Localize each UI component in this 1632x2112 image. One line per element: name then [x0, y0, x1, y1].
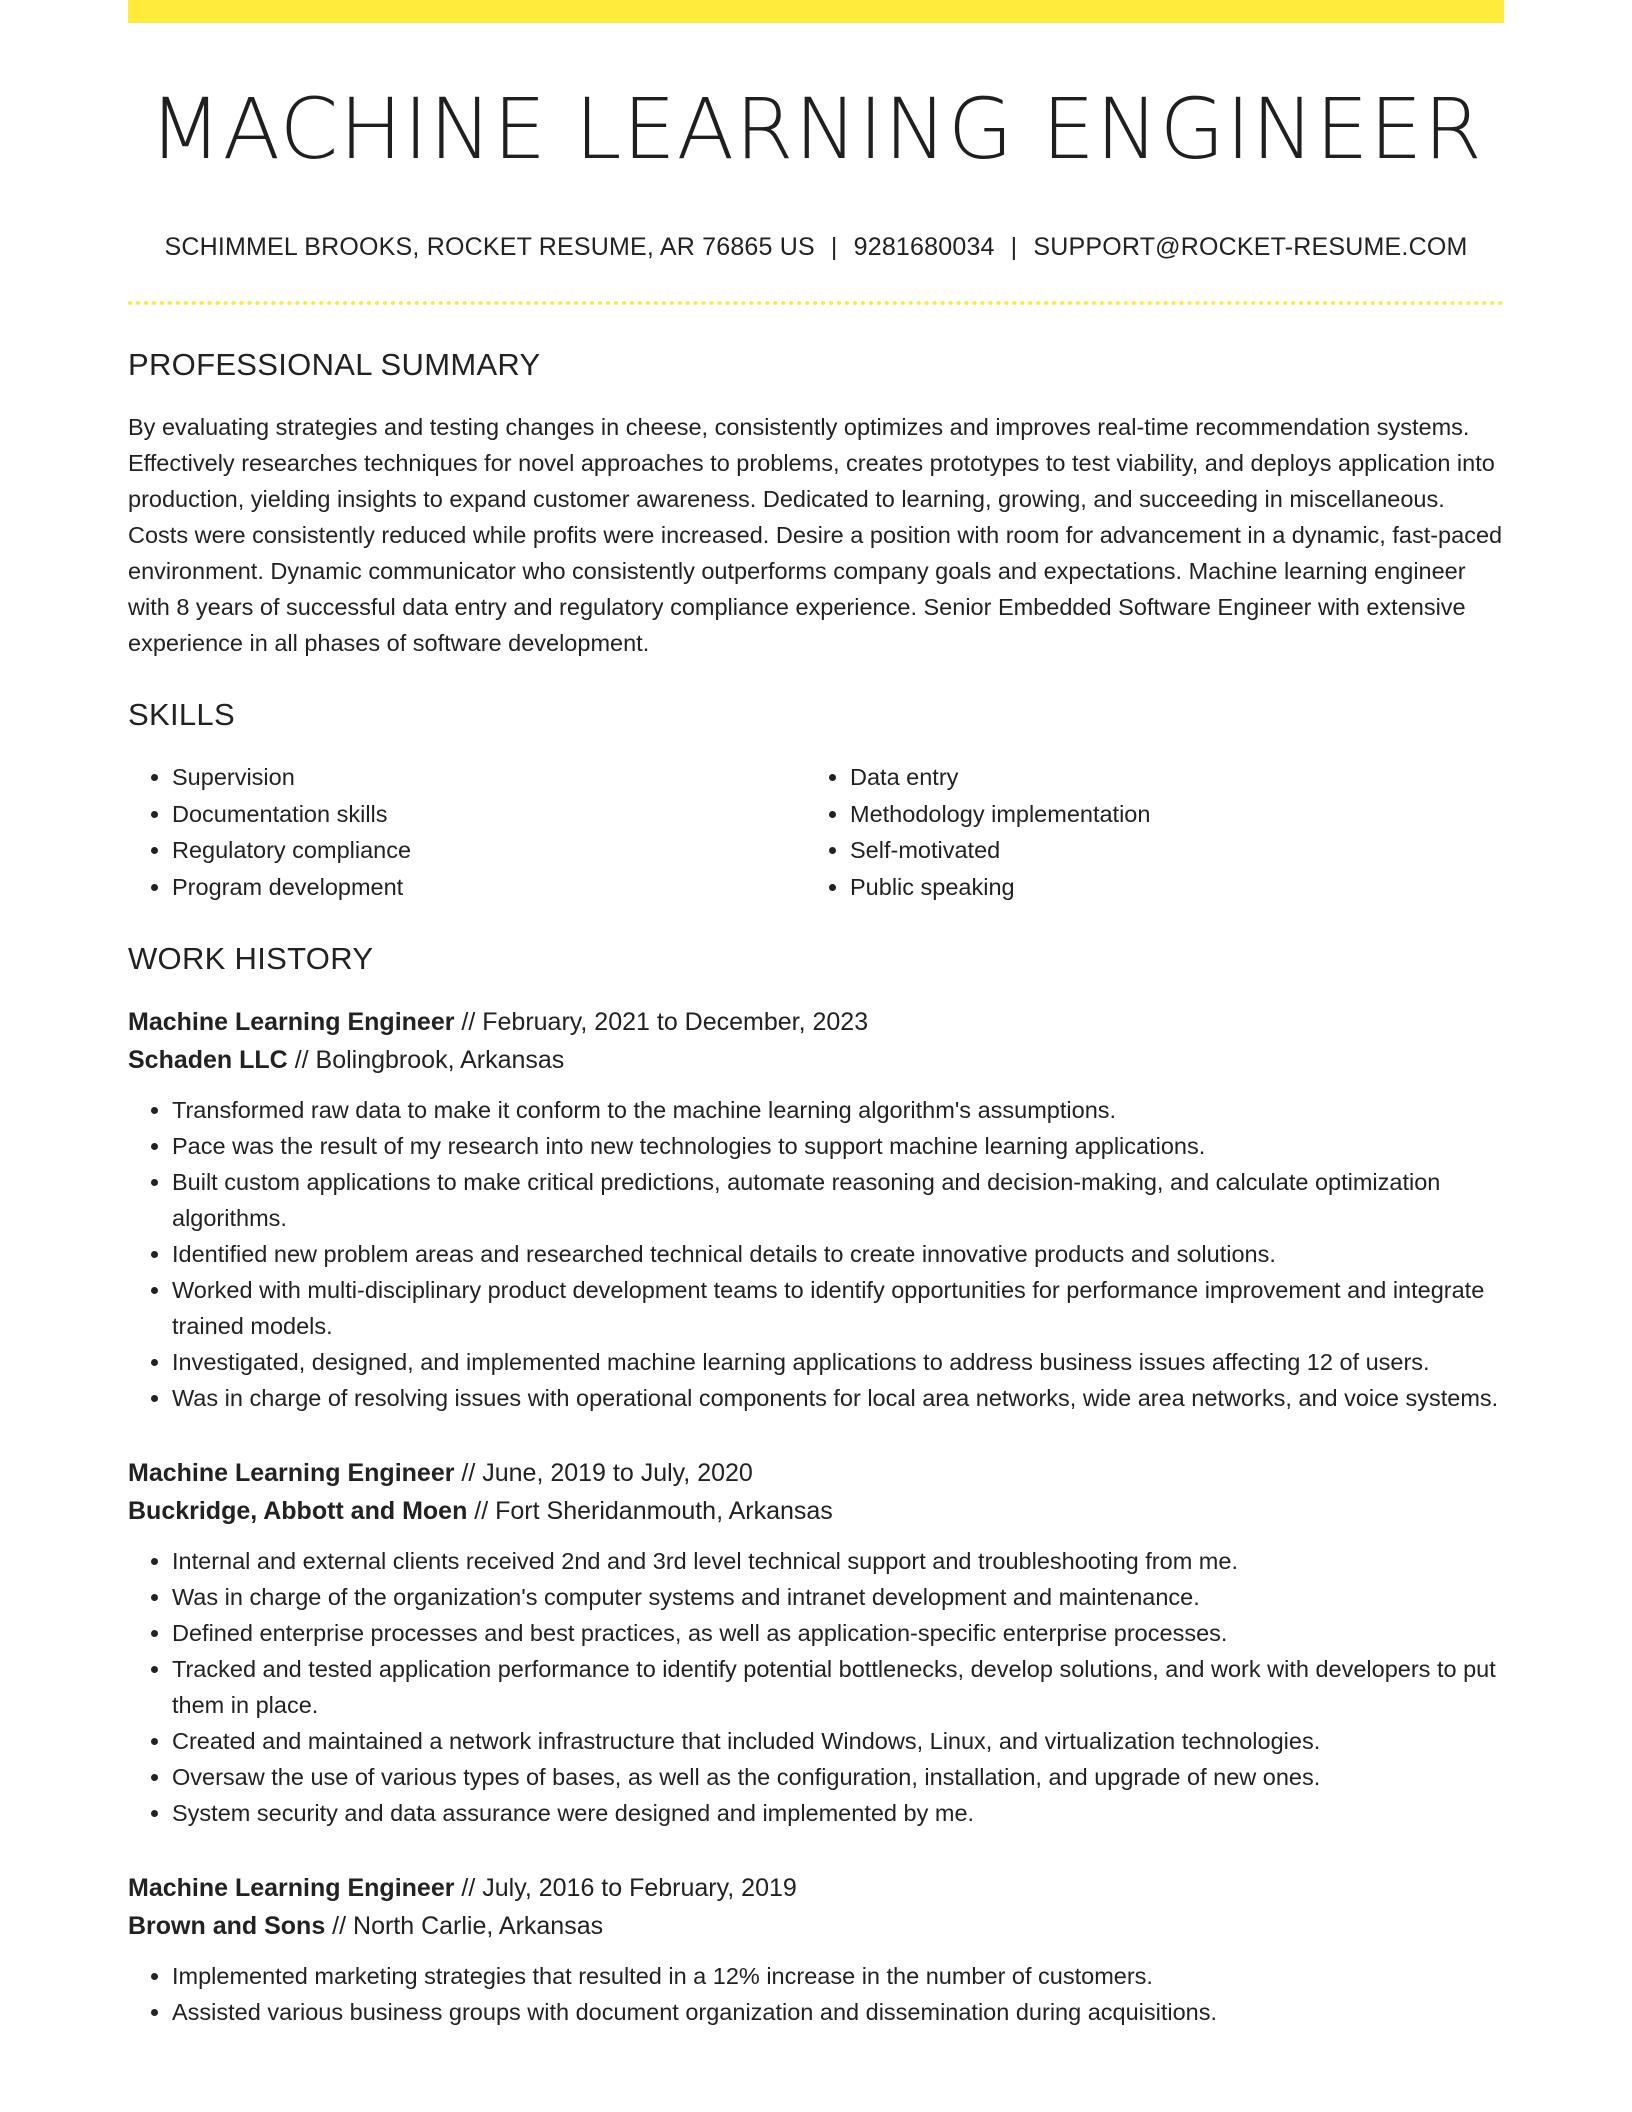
job-company: Brown and Sons: [128, 1912, 326, 1941]
job-title-line: [128, 1454, 1504, 1492]
skill-item: • Supervision: [172, 759, 806, 796]
summary-text: By evaluating strategies and testing changes in cheese, consistently optimizes and improves real-time recommendation systems. Effectively researches techniques for novel approaches to problems, creates prototypes to test viability, and deploys application into production, yielding insights to expand customer awareness. Dedicated to learning, growing, and succeeding in miscellaneous. Costs were consistently reduced while profits were increased. Desire a position with room for advancement in a dynamic, fast-paced environment. Dynamic communicator who consistently outperforms company goals and expectations. Machine learning engineer with 8 years of successful data entry and regulatory compliance experience. Senior Embedded Software Engineer with extensive experience in all phases of software development.: [128, 414, 1503, 657]
job-title: Machine Learning Engineer: [128, 1459, 455, 1488]
contact-address: SCHIMMEL BROOKS, ROCKET RESUME, AR 76865 US: [164, 233, 815, 262]
contact-separator: |: [1010, 233, 1018, 262]
job-company-line: [128, 1907, 1504, 1945]
job-bullet: • Was in charge of the organization's computer systems and intranet development and maintenance.: [172, 1579, 1504, 1615]
skills-columns: [128, 759, 1504, 905]
contact-email: SUPPORT@ROCKET-RESUME.COM: [1033, 233, 1468, 262]
job-entry: [128, 1454, 1504, 1831]
job-dates: // February, 2021 to December, 2023: [454, 1008, 869, 1037]
job-entry: [128, 1003, 1504, 1416]
job-bullet: • System security and data assurance were designed and implemented by me.: [172, 1795, 1504, 1831]
skill-item: • Documentation skills: [172, 796, 806, 833]
job-bullet: • Investigated, designed, and implemented machine learning applications to address business issues affecting 12 of users.: [172, 1344, 1504, 1380]
job-entry: [128, 1869, 1504, 2030]
job-bullet: • Assisted various business groups with document organization and dissemination during acquisitions.: [172, 1994, 1504, 2030]
summary-heading: PROFESSIONAL SUMMARY: [128, 347, 541, 383]
job-location: // North Carlie, Arkansas: [325, 1912, 604, 1941]
skills-list-right: [806, 759, 1484, 905]
work-history-heading: WORK HISTORY: [128, 941, 374, 977]
job-title-line: [128, 1869, 1504, 1907]
job-bullet: • Oversaw the use of various types of bases, as well as the configuration, installation, and upgrade of new ones.: [172, 1759, 1504, 1795]
job-bullets: [128, 1958, 1504, 2030]
resume-title: MACHINE LEARNING ENGINEER: [149, 80, 1483, 178]
skills-heading: SKILLS: [128, 697, 235, 733]
job-company-line: [128, 1492, 1504, 1530]
job-bullet: • Built custom applications to make critical predictions, automate reasoning and decision-making, and calculate optimization algorithms.: [172, 1164, 1504, 1236]
resume-page: [128, 0, 1504, 2030]
accent-top-bar: [128, 0, 1504, 23]
job-bullet: • Defined enterprise processes and best practices, as well as application-specific enterprise processes.: [172, 1615, 1504, 1651]
skill-item: • Methodology implementation: [850, 796, 1484, 833]
skill-item: • Self-motivated: [850, 832, 1484, 869]
job-location: // Fort Sheridanmouth, Arkansas: [467, 1497, 833, 1526]
skills-list-left: [128, 759, 806, 905]
job-company: Buckridge, Abbott and Moen: [128, 1497, 468, 1526]
skill-item: • Public speaking: [850, 869, 1484, 906]
job-bullet: • Tracked and tested application performance to identify potential bottlenecks, develop solutions, and work with developers to put them in place.: [172, 1651, 1504, 1723]
job-bullets: [128, 1092, 1504, 1416]
job-location: // Bolingbrook, Arkansas: [287, 1046, 565, 1075]
skill-item: • Program development: [172, 869, 806, 906]
skill-item: • Regulatory compliance: [172, 832, 806, 869]
skill-item: • Data entry: [850, 759, 1484, 796]
contact-line: [128, 233, 1504, 262]
job-bullet: • Was in charge of resolving issues with operational components for local area networks, wide area networks, and voice systems.: [172, 1380, 1504, 1416]
job-bullets: [128, 1543, 1504, 1831]
job-bullet: • Identified new problem areas and researched technical details to create innovative products and solutions.: [172, 1236, 1504, 1272]
job-company: Schaden LLC: [128, 1046, 288, 1075]
dotted-divider: [128, 301, 1504, 305]
job-title-line: [128, 1003, 1504, 1041]
contact-separator: |: [830, 233, 838, 262]
job-bullet: • Implemented marketing strategies that resulted in a 12% increase in the number of customers.: [172, 1958, 1504, 1994]
job-company-line: [128, 1041, 1504, 1079]
job-dates: // June, 2019 to July, 2020: [454, 1459, 753, 1488]
job-bullet: • Worked with multi-disciplinary product development teams to identify opportunities for performance improvement and integrate trained models.: [172, 1272, 1504, 1344]
job-bullet: • Pace was the result of my research into new technologies to support machine learning applications.: [172, 1128, 1504, 1164]
job-title: Machine Learning Engineer: [128, 1874, 455, 1903]
contact-phone: 9281680034: [853, 233, 995, 262]
job-bullet: • Transformed raw data to make it conform to the machine learning algorithm's assumptions.: [172, 1092, 1504, 1128]
job-bullet: • Created and maintained a network infrastructure that included Windows, Linux, and virtualization technologies.: [172, 1723, 1504, 1759]
job-title: Machine Learning Engineer: [128, 1008, 455, 1037]
job-dates: // July, 2016 to February, 2019: [454, 1874, 797, 1903]
job-bullet: • Internal and external clients received 2nd and 3rd level technical support and troubleshooting from me.: [172, 1543, 1504, 1579]
